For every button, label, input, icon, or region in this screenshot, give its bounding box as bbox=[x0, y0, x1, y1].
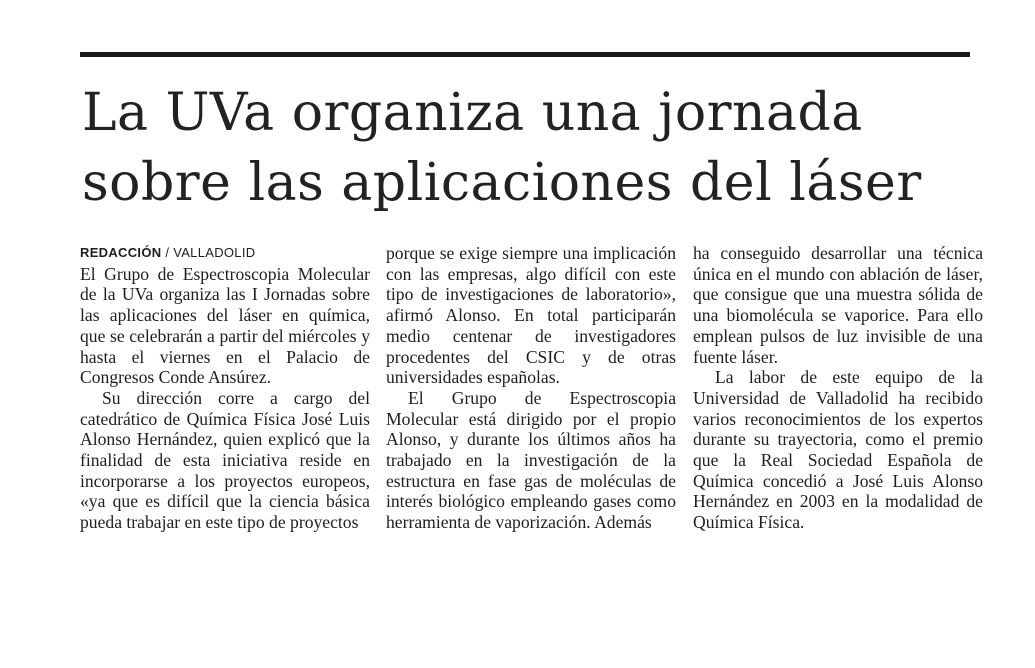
paragraph-2-continued: porque se exige siempre una implicación con las empresas, algo difícil con este tipo de investigaciones de laboratorio», afirmó Alonso. En total participarán medio centenar de investigadores procedentes del CSIC y de otras universidades españolas. bbox=[386, 243, 676, 388]
byline-separator: / bbox=[161, 245, 174, 260]
paragraph-4: La labor de este equipo de la Universidad de Valladolid ha recibido varios reconocimientos de los expertos durante su trayectoria, como el premio que la Real Sociedad Española de Química concedió a José Luis Alonso Hernández en 2003 en la modalidad de Química Física. bbox=[693, 367, 983, 533]
byline-source: REDACCIÓN bbox=[80, 245, 162, 260]
top-rule bbox=[80, 52, 970, 57]
paragraph-3-continued: ha conseguido desarrollar una técnica única en el mundo con ablación de láser, que consigue que una muestra sólida de una biomolécula se vaporice. Para ello emplean pulsos de luz invisible de una fuente láser. bbox=[693, 243, 983, 367]
byline-location: VALLADOLID bbox=[173, 245, 256, 260]
headline bbox=[82, 78, 982, 218]
headline-line-2: sobre las aplicaciones del láser bbox=[82, 153, 922, 213]
article-column-3 bbox=[693, 243, 983, 533]
headline-line-1: La UVa organiza una jornada bbox=[82, 83, 863, 143]
paragraph-2: Su dirección corre a cargo del catedrático de Química Física José Luis Alonso Hernández, quien explicó que la finalidad de esta iniciativa reside en incorporarse a los proyectos europeos, «ya que es difícil que la ciencia básica pueda trabajar en este tipo de proyectos bbox=[80, 387, 370, 533]
paragraph-1: El Grupo de Espectroscopia Molecular de la UVa organiza las I Jornadas sobre las aplicaciones del láser en química, que se celebrarán a partir del miércoles y hasta el viernes en el Palacio de Congresos Conde Ansúrez. bbox=[80, 263, 370, 388]
byline bbox=[80, 243, 370, 264]
article-column-1 bbox=[80, 243, 370, 533]
article-column-2 bbox=[386, 243, 676, 533]
paragraph-3: El Grupo de Espectroscopia Molecular está dirigido por el propio Alonso, y durante los últimos años ha trabajado en la investigación de la estructura en fase gas de moléculas de interés biológico empleando gases como herramienta de vaporización. Además bbox=[386, 387, 676, 533]
